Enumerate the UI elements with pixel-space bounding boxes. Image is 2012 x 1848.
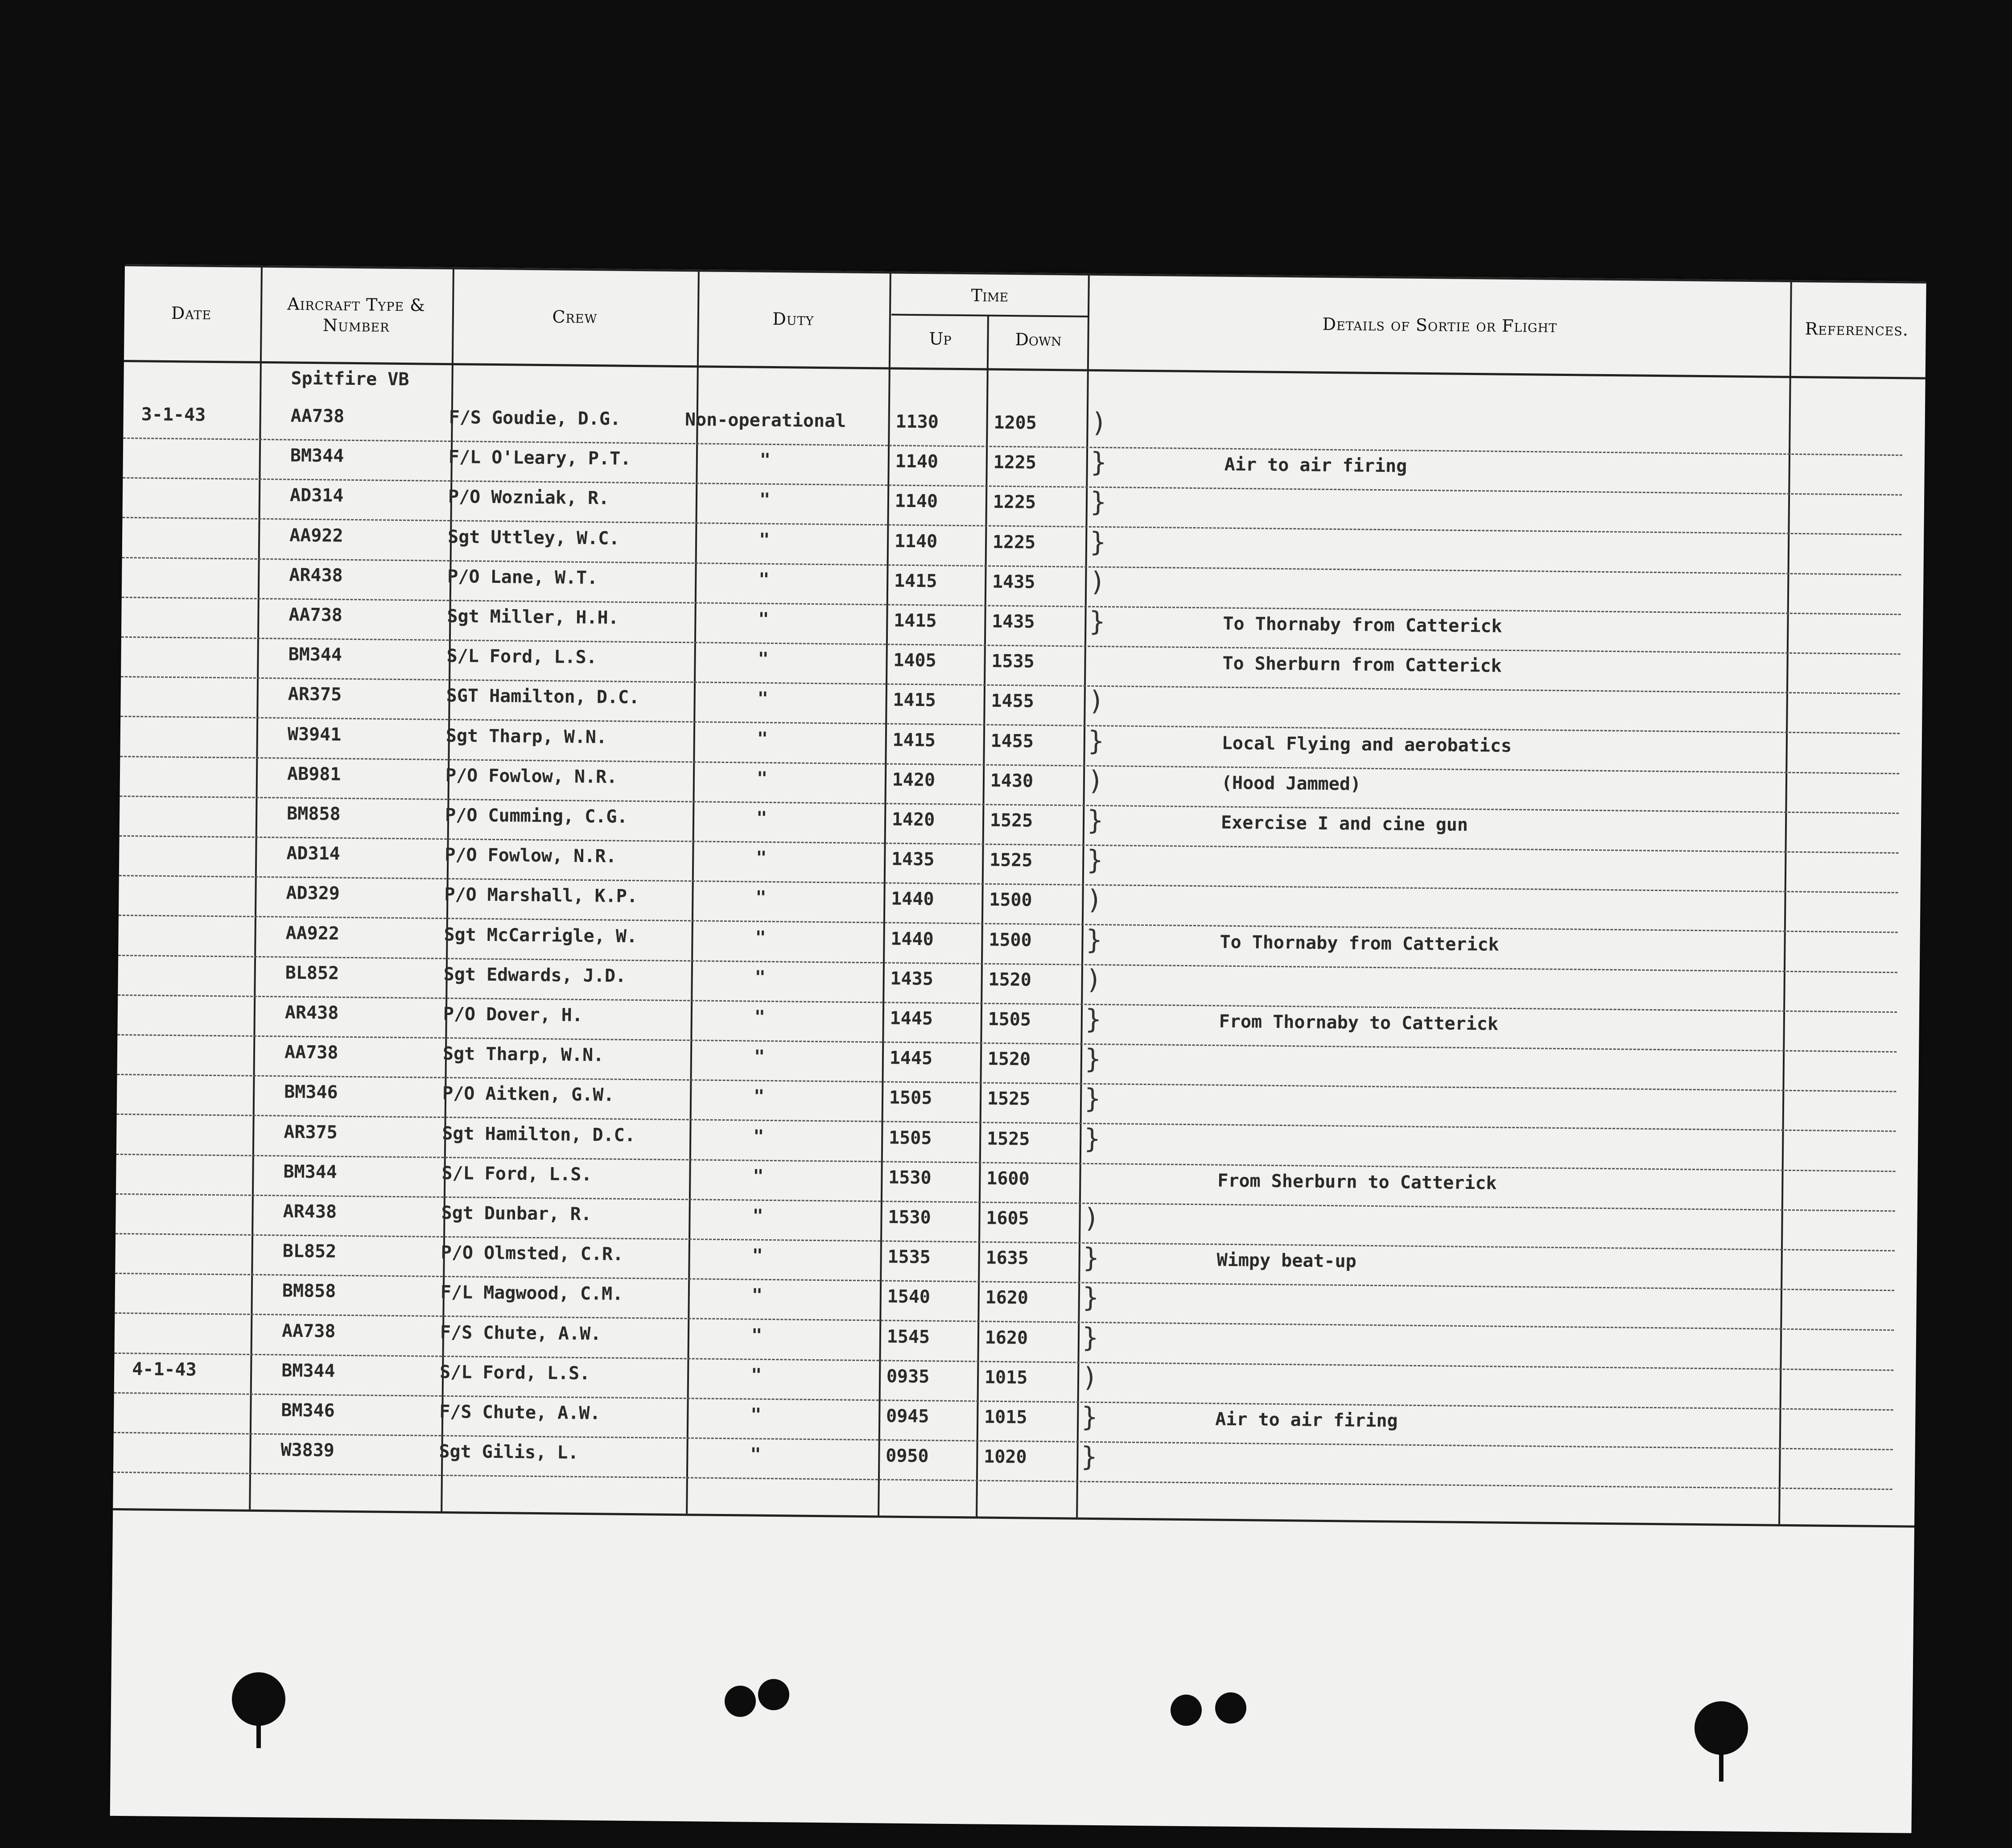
time-up-cell: 1130	[895, 411, 939, 433]
time-down-cell: 1620	[985, 1287, 1029, 1308]
brace-mark: }	[1090, 487, 1107, 518]
duty-cell: "	[758, 609, 769, 630]
time-down-cell: 1525	[990, 810, 1033, 831]
aircraft-cell: AD314	[286, 843, 340, 864]
time-up-cell: 1140	[895, 491, 938, 512]
duty-cell: "	[752, 1245, 763, 1266]
time-up-cell: 1445	[889, 1048, 933, 1069]
crew-cell: P/O Lane, W.T.	[447, 566, 598, 589]
brace-mark: }	[1087, 804, 1104, 837]
header-down: Down	[1015, 330, 1062, 350]
time-down-cell: 1225	[993, 452, 1037, 473]
details-cell: From Thornaby to Catterick	[1219, 1011, 1499, 1035]
brace-mark: }	[1085, 1003, 1102, 1035]
brace-mark: }	[1081, 1401, 1098, 1433]
aircraft-cell: AR375	[284, 1122, 338, 1143]
brace-mark: }	[1090, 446, 1107, 478]
binder-hole	[232, 1672, 285, 1726]
date-cell: 4-1-43	[132, 1359, 197, 1380]
brace-mark: }	[1083, 1242, 1100, 1274]
time-down-cell: 1435	[992, 571, 1035, 593]
header-date: Date	[171, 303, 212, 324]
crew-cell: Sgt Miller, H.H.	[447, 606, 619, 628]
duty-cell: Non-operational	[684, 409, 846, 432]
header-duty: Duty	[772, 309, 814, 330]
binder-hole	[725, 1686, 756, 1717]
duty-cell: "	[754, 1046, 765, 1068]
crew-cell: P/O Dover, H.	[443, 1003, 583, 1026]
aircraft-cell: AR438	[284, 1002, 339, 1023]
duty-cell: "	[750, 1444, 761, 1465]
crew-cell: SGT Hamilton, D.C.	[446, 685, 640, 708]
details-cell: To Thornaby from Catterick	[1220, 932, 1499, 955]
duty-cell: "	[753, 1126, 764, 1147]
crew-cell: Sgt Gilis, L.	[439, 1441, 579, 1464]
brace-mark: }	[1086, 924, 1103, 956]
time-up-cell: 1505	[888, 1127, 932, 1149]
details-cell: To Sherburn from Catterick	[1222, 653, 1502, 676]
aircraft-cell: BL852	[285, 962, 339, 984]
aircraft-cell: AA922	[289, 525, 343, 546]
crew-cell: P/O Olmsted, C.R.	[441, 1242, 624, 1265]
duty-cell: "	[756, 808, 767, 829]
time-down-cell: 1600	[986, 1168, 1030, 1189]
time-down-cell: 1520	[988, 969, 1032, 990]
time-up-cell: 1405	[893, 650, 936, 671]
binder-hole	[1215, 1692, 1246, 1724]
time-up-cell: 1445	[890, 1008, 933, 1029]
binder-hole-slot	[256, 1721, 261, 1748]
aircraft-cell: BL852	[282, 1241, 337, 1262]
time-down-cell: 1500	[989, 929, 1032, 951]
duty-cell: "	[752, 1205, 763, 1226]
crew-cell: Sgt Dunbar, R.	[441, 1202, 592, 1225]
aircraft-cell: AA738	[290, 405, 345, 427]
time-up-cell: 1530	[888, 1167, 932, 1188]
time-up-cell: 0950	[886, 1445, 929, 1467]
duty-cell: "	[759, 529, 770, 550]
crew-cell: F/S Chute, A.W.	[439, 1401, 601, 1424]
duty-cell: "	[757, 689, 768, 710]
time-down-cell: 1225	[993, 492, 1036, 513]
crew-cell: Sgt Edwards, J.D.	[443, 964, 627, 986]
time-down-cell: 1435	[992, 611, 1035, 632]
aircraft-cell: AA738	[289, 604, 343, 626]
brace-mark: }	[1082, 1282, 1099, 1314]
time-down-cell: 1535	[991, 651, 1035, 672]
brace-mark: )	[1081, 1361, 1098, 1393]
crew-cell: F/S Goudie, D.G.	[449, 407, 621, 429]
duty-cell: "	[759, 569, 770, 590]
duty-cell: "	[759, 450, 771, 471]
brace-mark: }	[1082, 1322, 1099, 1353]
crew-cell: P/O Marshall, K.P.	[444, 884, 638, 907]
binder-hole	[1695, 1701, 1748, 1755]
duty-cell: "	[751, 1325, 763, 1346]
duty-cell: "	[754, 967, 766, 988]
crew-cell: F/S Chute, A.W.	[440, 1322, 602, 1344]
time-up-cell: 1415	[892, 730, 936, 751]
time-down-cell: 1455	[990, 730, 1034, 752]
binder-hole-slot	[1719, 1750, 1723, 1782]
crew-cell: F/L O'Leary, P.T.	[448, 447, 631, 470]
brace-mark: )	[1085, 964, 1102, 995]
crew-cell: S/L Ford, L.S.	[446, 646, 597, 668]
binder-hole	[758, 1679, 789, 1710]
aircraft-cell: AB981	[287, 763, 341, 785]
time-up-cell: 1415	[893, 689, 936, 711]
aircraft-cell: AA922	[285, 923, 340, 944]
record-sheet	[110, 264, 1926, 1833]
brace-mark: )	[1083, 1202, 1100, 1234]
time-down-cell: 1455	[991, 691, 1035, 712]
header-crew: Crew	[552, 307, 598, 327]
aircraft-cell: AR438	[289, 565, 343, 586]
brace-mark: }	[1086, 844, 1103, 876]
time-up-cell: 1440	[891, 928, 934, 950]
time-up-cell: 1545	[886, 1326, 930, 1348]
time-down-cell: 1525	[987, 1089, 1031, 1110]
brace-mark: )	[1091, 407, 1108, 439]
details-cell: Local Flying and aerobatics	[1221, 733, 1512, 756]
time-up-cell: 0945	[886, 1406, 929, 1427]
crew-cell: P/O Cumming, C.G.	[445, 804, 628, 827]
duty-cell: "	[751, 1285, 763, 1306]
header-time: Time	[971, 285, 1009, 306]
brace-mark: }	[1089, 606, 1105, 638]
details-cell: (Hood Jammed)	[1221, 772, 1361, 795]
time-down-cell: 1620	[985, 1327, 1028, 1349]
duty-cell: "	[756, 847, 767, 869]
header-references: References.	[1805, 319, 1909, 340]
crew-cell: S/L Ford, L.S.	[441, 1163, 592, 1185]
time-up-cell: 1505	[889, 1087, 932, 1109]
aircraft-cell: W3839	[280, 1440, 335, 1461]
time-down-cell: 1430	[990, 770, 1034, 792]
time-divider	[891, 314, 1088, 318]
header-aircraft: Aircraft Type & Number	[287, 294, 426, 336]
time-down-cell: 1020	[984, 1446, 1027, 1468]
time-up-cell: 1140	[894, 531, 938, 552]
binder-hole	[1171, 1695, 1202, 1726]
aircraft-cell: BM346	[284, 1081, 338, 1103]
details-cell: Air to air firing	[1215, 1409, 1398, 1431]
crew-cell: Sgt McCarrigle, W.	[444, 924, 638, 947]
time-up-cell: 0935	[886, 1366, 930, 1387]
brace-mark: )	[1086, 884, 1103, 916]
crew-cell: P/O Aitken, G.W.	[442, 1083, 614, 1106]
time-down-cell: 1520	[987, 1048, 1031, 1070]
aircraft-cell: AR375	[288, 684, 342, 705]
brace-mark: )	[1087, 765, 1104, 796]
date-cell: 3-1-43	[141, 404, 206, 425]
details-cell: To Thornaby from Catterick	[1223, 613, 1502, 637]
crew-cell: Sgt Tharp, W.N.	[442, 1044, 604, 1066]
time-up-cell: 1420	[892, 769, 936, 791]
time-down-cell: 1525	[989, 850, 1033, 871]
details-cell: From Sherburn to Catterick	[1217, 1170, 1497, 1194]
details-cell: Air to air firing	[1224, 454, 1407, 477]
aircraft-cell: AA738	[284, 1042, 338, 1063]
brace-mark: }	[1089, 526, 1106, 558]
aircraft-cell: BM344	[283, 1161, 338, 1183]
time-up-cell: 1435	[890, 968, 934, 990]
bottom-rule	[113, 1508, 1914, 1528]
aircraft-cell: BM858	[282, 1280, 336, 1302]
time-up-cell: 1435	[891, 849, 935, 870]
duty-cell: "	[756, 768, 768, 789]
aircraft-cell: BM344	[281, 1360, 335, 1382]
duty-cell: "	[755, 927, 766, 948]
time-up-cell: 1415	[894, 610, 937, 631]
time-down-cell: 1015	[984, 1407, 1027, 1428]
duty-cell: "	[755, 887, 767, 908]
aircraft-cell: AR438	[283, 1201, 337, 1222]
aircraft-cell: BM346	[281, 1400, 335, 1421]
time-down-cell: 1525	[986, 1128, 1030, 1150]
aircraft-cell: BM858	[286, 803, 341, 825]
time-down-cell: 1605	[986, 1208, 1029, 1229]
time-down-cell: 1015	[984, 1367, 1028, 1388]
brace-mark: )	[1089, 566, 1106, 598]
duty-cell: "	[757, 728, 768, 749]
details-cell: Exercise I and cine gun	[1220, 812, 1468, 835]
time-up-cell: 1540	[887, 1286, 931, 1308]
duty-cell: "	[753, 1166, 764, 1187]
duty-cell: "	[758, 648, 769, 670]
duty-cell: "	[754, 1006, 766, 1027]
crew-cell: P/O Fowlow, N.R.	[445, 845, 617, 867]
time-up-cell: 1420	[891, 809, 935, 830]
time-down-cell: 1225	[992, 532, 1036, 553]
crew-cell: Sgt Uttley, W.C.	[447, 526, 620, 549]
time-up-cell: 1415	[894, 570, 937, 592]
time-down-cell: 1505	[988, 1009, 1031, 1030]
time-down-cell: 1635	[985, 1247, 1029, 1269]
duty-cell: "	[753, 1086, 765, 1107]
aircraft-cell: AA738	[281, 1320, 336, 1342]
crew-cell: F/L Magwood, C.M.	[440, 1282, 623, 1305]
brace-mark: }	[1088, 725, 1105, 757]
crew-cell: P/O Wozniak, R.	[448, 487, 610, 509]
header-details: Details of Sortie or Flight	[1322, 314, 1558, 337]
brace-mark: )	[1088, 685, 1105, 717]
crew-cell: P/O Fowlow, N.R.	[445, 765, 618, 788]
aircraft-cell: BM344	[290, 445, 344, 466]
brace-mark: }	[1084, 1123, 1101, 1155]
crew-cell: Sgt Hamilton, D.C.	[442, 1123, 636, 1146]
details-cell: Wimpy beat-up	[1216, 1250, 1356, 1272]
aircraft-cell: AD314	[289, 485, 344, 507]
duty-cell: "	[750, 1404, 762, 1425]
header-up: Up	[929, 329, 952, 349]
crew-cell: Sgt Tharp, W.N.	[445, 725, 607, 748]
aircraft-type: Spitfire VB	[291, 368, 409, 390]
time-up-cell: 1535	[887, 1246, 931, 1268]
crew-cell: S/L Ford, L.S.	[439, 1361, 590, 1384]
brace-mark: }	[1084, 1043, 1101, 1075]
time-up-cell: 1530	[888, 1207, 931, 1228]
aircraft-cell: AD329	[286, 883, 340, 904]
aircraft-cell: W3941	[287, 724, 342, 745]
brace-mark: }	[1081, 1441, 1097, 1473]
aircraft-cell: BM344	[288, 644, 342, 665]
time-down-cell: 1205	[994, 412, 1037, 433]
duty-cell: "	[759, 490, 771, 511]
brace-mark: }	[1084, 1083, 1101, 1115]
time-up-cell: 1440	[891, 888, 934, 910]
time-up-cell: 1140	[895, 451, 939, 472]
duty-cell: "	[750, 1365, 762, 1386]
time-down-cell: 1500	[989, 890, 1032, 911]
